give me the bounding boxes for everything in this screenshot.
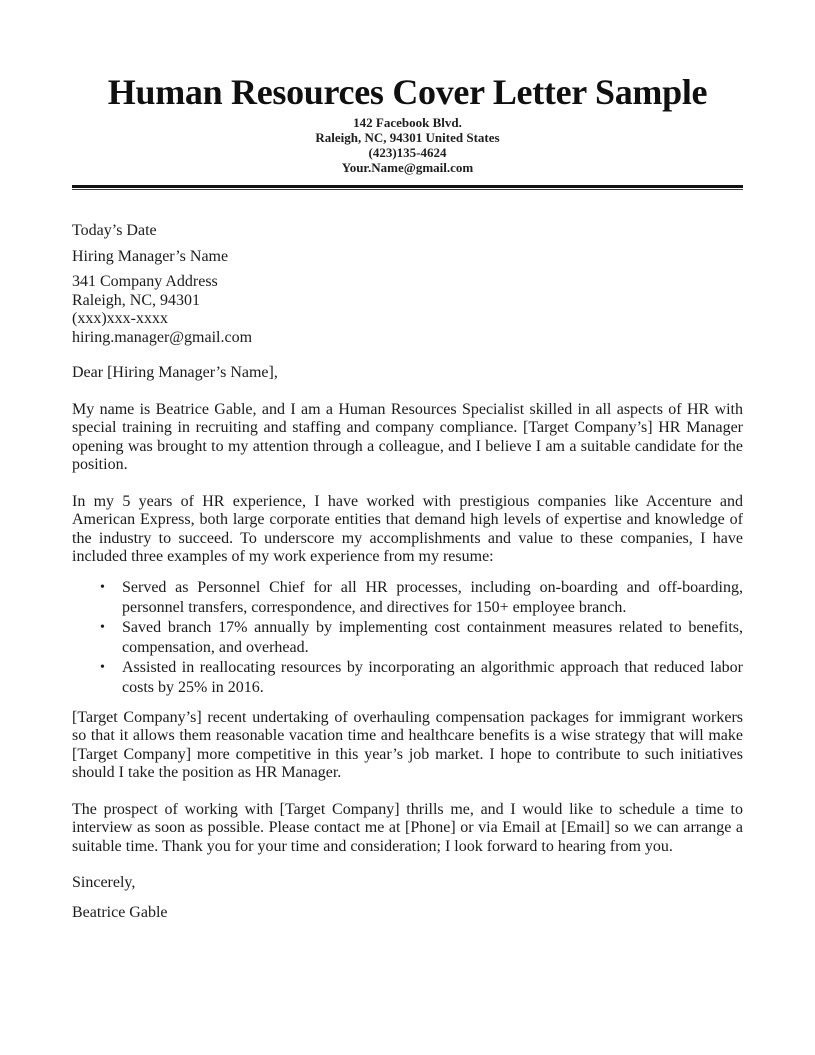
page-title: Human Resources Cover Letter Sample [107, 72, 708, 112]
paragraph-company-fit: [Target Company’s] recent undertaking of overhauling compensation packages for immigrant workers so that it allows them reasonable vacation time and healthcare benefits is a wise strategy that will make [Target Company] more competitive in this year’s job market. I hope to contribute to such initiatives should I take the position as HR Manager. [72, 708, 743, 781]
sender-address-line1: 142 Facebook Blvd. [353, 115, 462, 130]
letterhead [0, 0, 815, 190]
accomplishments-list [72, 578, 743, 698]
recipient-phone: (xxx)xxx-xxxx [72, 310, 168, 327]
header-divider-thick-line [72, 185, 743, 188]
list-item: • Assisted in reallocating resources by incorporating an algorithmic approach that reduced labor costs by 25% in 2016. [122, 658, 743, 698]
sender-email: Your.Name@gmail.com [341, 160, 474, 175]
signature: Beatrice Gable [72, 903, 168, 921]
sender-address-line2: Raleigh, NC, 94301 United States [315, 130, 500, 145]
recipient-email: hiring.manager@gmail.com [72, 328, 253, 346]
paragraph-experience: In my 5 years of HR experience, I have worked with prestigious companies like Accenture and American Express, both large corporate entities that demand high levels of expertise and knowledge of the industry to succeed. To underscore my accomplishments and value to these companies, I have included three examples of my work experience from my resume: [72, 492, 743, 565]
salutation: Dear [Hiring Manager’s Name], [72, 364, 278, 381]
list-item: • Served as Personnel Chief for all HR processes, including on-boarding and off-boarding, personnel transfers, correspondence, and directives for 150+ employee branch. [122, 578, 743, 618]
recipient-address-line1: 341 Company Address [72, 273, 218, 290]
paragraph-intro: My name is Beatrice Gable, and I am a Human Resources Specialist skilled in all aspects of HR with special training in recruiting and staffing and company compliance. [Target Company’s] HR Manager opening was brought to my attention through a colleague, and I believe I am a suitable candidate for the position. [72, 400, 743, 473]
date-line: Today’s Date [72, 222, 157, 239]
sender-contact-block [0, 115, 815, 175]
paragraph-call-to-action: The prospect of working with [Target Company] thrills me, and I would like to schedule a time to interview as soon as possible. Please contact me at [Phone] or via Email at [Email] so we can arrange a suitable time. Thank you for your time and consideration; I look forward to hearing from you. [72, 800, 743, 855]
sender-phone: (423)135-4624 [368, 145, 447, 160]
recipient-address-line2: Raleigh, NC, 94301 [72, 291, 200, 309]
letter-body [72, 190, 743, 922]
recipient-name: Hiring Manager’s Name [72, 247, 229, 265]
list-item: • Saved branch 17% annually by implementing cost containment measures related to benefits, compensation, and overhead. [122, 618, 743, 658]
closing: Sincerely, [72, 874, 136, 891]
recipient-address-block [72, 273, 743, 347]
